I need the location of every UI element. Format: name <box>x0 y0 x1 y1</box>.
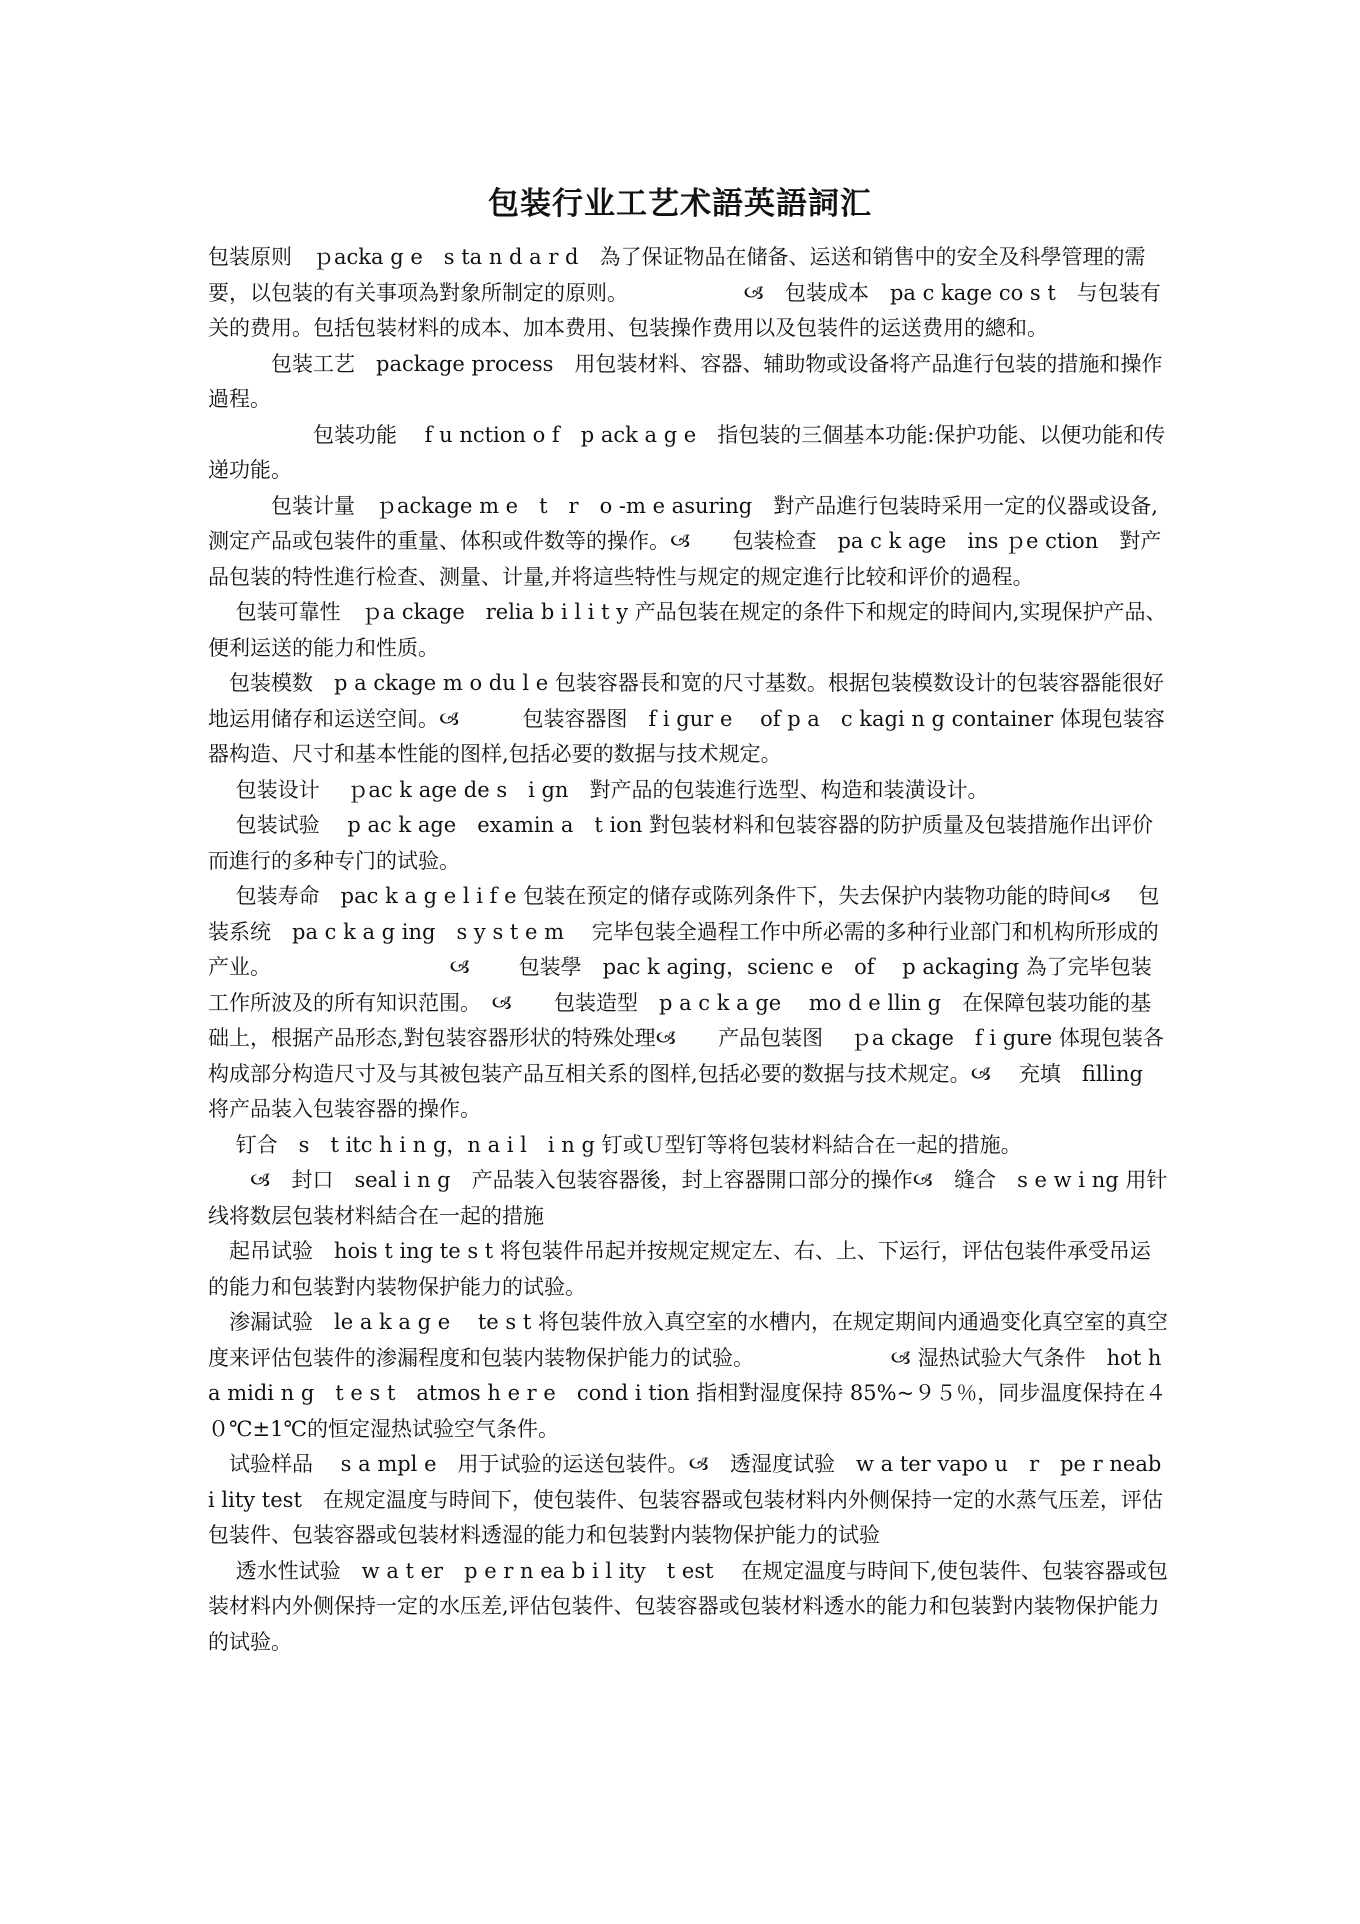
paragraph-package-metrology: 包装计量 ｐackage m e t r o -m e asuring 對产品進行包装時采用一定的仪器或设备,测定产品或包装件的重量、体积或件数等的操作。🙢 包装检查 pa c k age ins ｐe ction 對产品包装的特性進行检查、测量、计量,并将這些特性与规定的规定進行比较和评价的過程。 <box>208 493 1162 589</box>
paragraph-package-function: 包装功能 f u nction o f p ack a g e 指包装的三個基本功能:保护功能、以便功能和传递功能。 <box>208 422 1166 482</box>
paragraph-package-design: 包装设计 ｐac k age de s i gn 對产品的包装進行选型、构造和装潢设计。 <box>208 777 989 802</box>
paragraph-stitching: 钉合 s t itc h i n g，n a i l i n g 钉或Ｕ型钉等将包装材料結合在一起的措施。 <box>208 1132 1022 1157</box>
paragraph-leakage-test: 渗漏试验 le a k a g e te s t 将包装件放入真空室的水槽内，在规定期间内通過变化真空室的真空度来评估包装件的渗漏程度和包装内装物保护能力的试验。 🙢 湿热试验大气条件 hot ha midi n g t e s t atmos h e r e cond i tion 指相對湿度保持 85%~９５％，同步温度保持在４０℃±1℃的恒定湿热试验空气条件。 <box>208 1310 1168 1441</box>
paragraph-package-process: 包装工艺 package process 用包装材料、容器、辅助物或设备将产品進行包装的措施和操作過程。 <box>208 351 1163 411</box>
paragraph-hoisting-test: 起吊试验 hois t ing te s t 将包装件吊起并按规定规定左、右、上、下运行，评估包装件承受吊运的能力和包装對内装物保护能力的试验。 <box>208 1239 1151 1299</box>
paragraph-package-reliability: 包装可靠性 ｐa ckage relia b i l i t y 产品包装在规定的条件下和规定的時间内,实現保护产品、便利运送的能力和性质。 <box>208 600 1167 660</box>
paragraph-sample: 试验样品 s a mpl e 用于试验的运送包装件。🙢 透湿度试验 w a ter vapo u r pe r neab i lity test 在规定温度与時间下，使包装件、包装容器或包装材料内外侧保持一定的水蒸气压差，评估包装件、包装容器或包装材料透湿的能力和包装對内装物保护能力的试验 <box>208 1452 1168 1547</box>
paragraph-water-permeability: 透水性试验 w a t er p e r n ea b i l ity t est 在规定温度与時间下,使包装件、包装容器或包装材料内外侧保持一定的水压差,评估包装件、包装容器或包装材料透水的能力和包装對内装物保护能力的试验。 <box>208 1558 1168 1654</box>
paragraph-package-life: 包装寿命 pac k a g e l i f e 包装在预定的储存或陈列条件下，失去保护内装物功能的時间🙢 包装系统 pa c k a g ing s y s t e m 完毕包装全過程工作中所必需的多种行业部门和机构所形成的产业。 🙢 包装學 pac k aging，scienc e of p ackaging 為了完毕包装工作所波及的所有知识范围。 🙢 包装造型 p a c k a ge mo d e llin g 在保障包装功能的基础上，根据产品形态,對包装容器形状的特殊处理🙢 产品包装图 ｐa ckage f i gure 体現包装各构成部分构造尺寸及与其被包装产品互相关系的图样,包括必要的数据与技术规定。🙢 充填 filling 将产品装入包装容器的操作。 <box>208 884 1164 1121</box>
paragraph-package-module: 包装模数 p a ckage m o du l e 包装容器長和宽的尺寸基数。根据包装模数设计的包装容器能很好地运用储存和运送空间。🙢 包装容器图 f i gur e of p a c kagi n g container 体現包装容器构造、尺寸和基本性能的图样,包括必要的数据与技术规定。 <box>208 671 1165 766</box>
paragraph-package-examination: 包装试验 p ac k age examin a t ion 對包装材料和包装容器的防护质量及包装措施作出评价而進行的多种专门的试验。 <box>208 813 1154 873</box>
paragraph-package-standard: 包装原则 ｐacka g e s ta n d a r d 為了保证物品在储备、运送和销售中的安全及科學管理的需要，以包装的有关事项為對象所制定的原则。 🙢 包装成本 pa c kage co s t 与包装有关的费用。包括包装材料的成本、加本费用、包装操作费用以及包装件的运送费用的總和。 <box>208 245 1161 340</box>
document-title: 包装行业工艺术語英語詞汇 <box>488 186 872 222</box>
paragraph-sealing: 🙢 封口 seal i n g 产品装入包装容器後，封上容器開口部分的操作🙢 缝合 s e w i ng 用针线将数层包装材料結合在一起的措施 <box>208 1168 1168 1228</box>
document-body <box>208 240 1170 1660</box>
